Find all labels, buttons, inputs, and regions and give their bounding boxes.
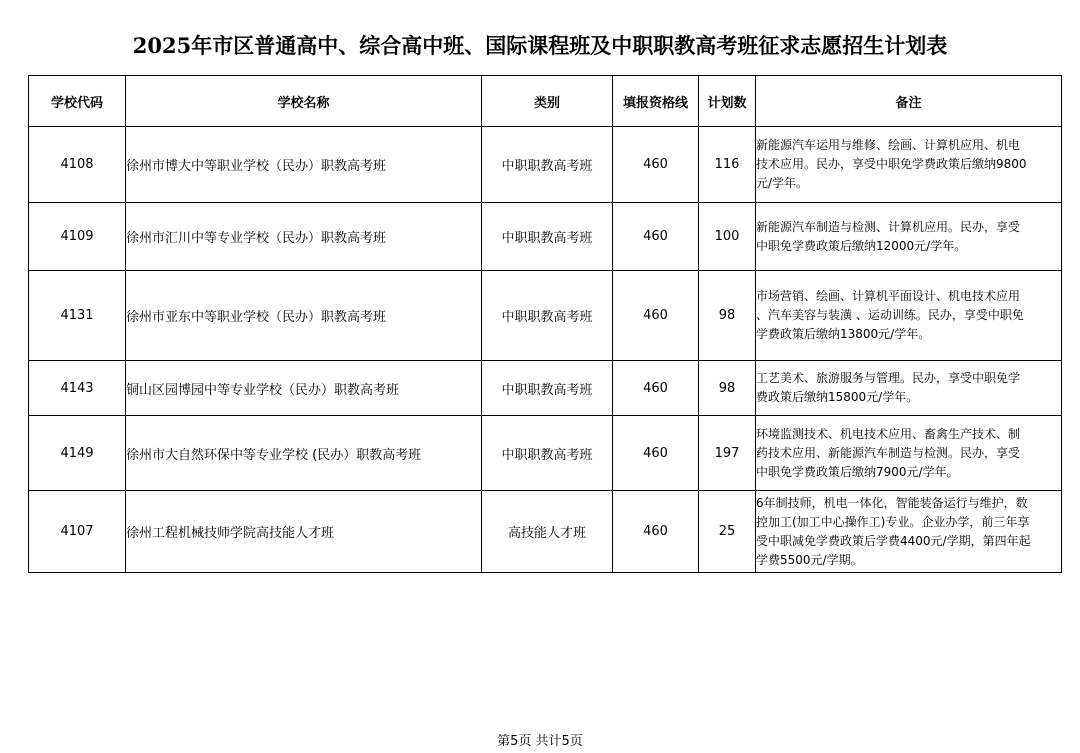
table-row: [29, 127, 1062, 203]
category: 中职职教高考班: [482, 361, 613, 416]
note: 环境监测技术、机电技术应用、畜禽生产技术、制 药技术应用、新能源汽车制造与检测。民办，享受 中职免学费政策后缴纳7900元/学年。: [756, 416, 1062, 491]
school-name: 徐州市大自然环保中等专业学校 (民办）职教高考班: [126, 416, 482, 491]
plan-count: 98: [699, 361, 756, 416]
school-code: 4107: [29, 491, 126, 573]
table-row: [29, 361, 1062, 416]
plan-count: 100: [699, 203, 756, 271]
cutoff-score: 460: [613, 271, 699, 361]
page-title: 2025年市区普通高中、综合高中班、国际课程班及中职职教高考班征求志愿招生计划表: [132, 33, 948, 58]
header-school-name: 学校名称: [126, 76, 482, 127]
school-name: 徐州市汇川中等专业学校（民办）职教高考班: [126, 203, 482, 271]
school-name: 徐州市亚东中等职业学校（民办）职教高考班: [126, 271, 482, 361]
cutoff-score: 460: [613, 416, 699, 491]
category: 中职职教高考班: [482, 127, 613, 203]
header-cutoff-score: 填报资格线: [613, 76, 699, 127]
header-plan-count: 计划数: [699, 76, 756, 127]
category: 中职职教高考班: [482, 203, 613, 271]
page-number: 第5页 共计5页: [497, 734, 583, 749]
category: 中职职教高考班: [482, 416, 613, 491]
cutoff-score: 460: [613, 361, 699, 416]
note: 新能源汽车制造与检测、计算机应用。民办，享受 中职免学费政策后缴纳12000元/学年。: [756, 203, 1062, 271]
school-code: 4131: [29, 271, 126, 361]
note: 工艺美术、旅游服务与管理。民办，享受中职免学 费政策后缴纳15800元/学年。: [756, 361, 1062, 416]
header-school-code: 学校代码: [29, 76, 126, 127]
enrollment-plan-table: [28, 75, 1062, 573]
school-code: 4143: [29, 361, 126, 416]
table-row: [29, 203, 1062, 271]
school-name: 徐州工程机械技师学院高技能人才班: [126, 491, 482, 573]
plan-count: 116: [699, 127, 756, 203]
school-name: 铜山区园博园中等专业学校（民办）职教高考班: [126, 361, 482, 416]
header-category: 类别: [482, 76, 613, 127]
note: 市场营销、绘画、计算机平面设计、机电技术应用 、汽车美容与装潢 、运动训练。民办，享受中职免 学费政策后缴纳13800元/学年。: [756, 271, 1062, 361]
table-row: [29, 491, 1062, 573]
table-row: [29, 271, 1062, 361]
category: 高技能人才班: [482, 491, 613, 573]
category: 中职职教高考班: [482, 271, 613, 361]
header-note: 备注: [756, 76, 1062, 127]
table-row: [29, 416, 1062, 491]
school-code: 4109: [29, 203, 126, 271]
table-header-row: [29, 76, 1062, 127]
cutoff-score: 460: [613, 127, 699, 203]
plan-count: 25: [699, 491, 756, 573]
school-name: 徐州市博大中等职业学校（民办）职教高考班: [126, 127, 482, 203]
cutoff-score: 460: [613, 203, 699, 271]
school-code: 4149: [29, 416, 126, 491]
plan-count: 197: [699, 416, 756, 491]
note: 6年制技师，机电一体化，智能装备运行与维护，数 控加工(加工中心操作工)专业。企业办学，前三年享 受中职减免学费政策后学费4400元/学期，第四年起 学费5500元/学期。: [756, 491, 1062, 573]
plan-count: 98: [699, 271, 756, 361]
note: 新能源汽车运用与维修、绘画、计算机应用、机电 技术应用。民办，享受中职免学费政策后缴纳9800 元/学年。: [756, 127, 1062, 203]
school-code: 4108: [29, 127, 126, 203]
cutoff-score: 460: [613, 491, 699, 573]
